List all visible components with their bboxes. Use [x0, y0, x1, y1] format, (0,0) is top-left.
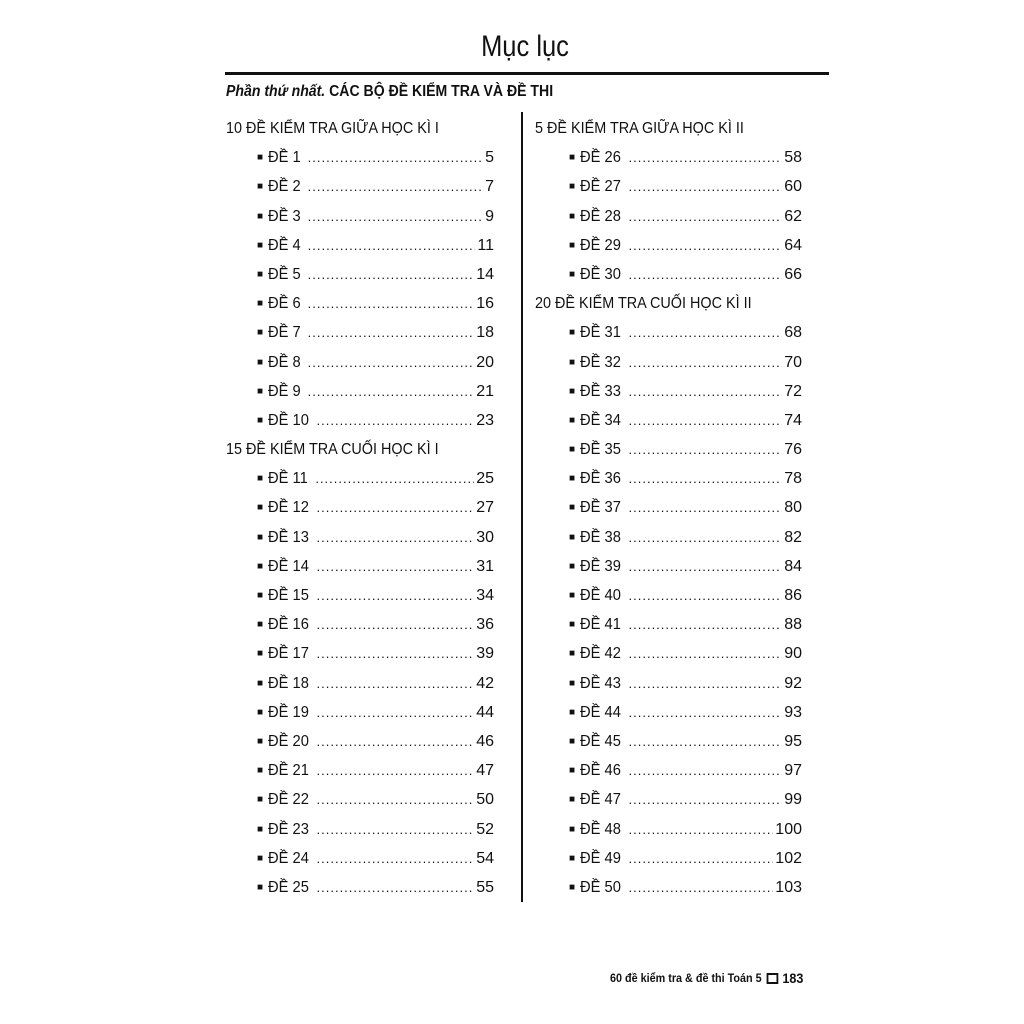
- column-divider: [521, 112, 523, 902]
- entry-label: ĐỀ 11: [268, 470, 308, 488]
- bullet-icon: ■: [569, 356, 576, 368]
- entry-label: ĐỀ 27: [580, 178, 621, 196]
- dot-leader: [629, 377, 783, 406]
- toc-entry[interactable]: [535, 785, 802, 814]
- entry-page: 42: [476, 674, 494, 692]
- dot-leader: [315, 464, 474, 493]
- entry-label: ĐỀ 33: [580, 382, 621, 400]
- entry-page: 103: [775, 878, 802, 896]
- dot-leader: [317, 581, 475, 610]
- bullet-icon: ■: [569, 823, 576, 835]
- book-icon: [766, 973, 778, 984]
- dot-leader: [317, 698, 475, 727]
- toc-entry[interactable]: [226, 698, 494, 727]
- toc-entry[interactable]: [226, 844, 494, 873]
- dot-leader: [629, 231, 783, 260]
- bullet-icon: ■: [257, 852, 264, 864]
- bullet-icon: ■: [569, 239, 576, 251]
- dot-leader: [308, 289, 475, 318]
- entry-page: 34: [476, 587, 494, 604]
- entry-label: ĐỀ 43: [580, 674, 621, 692]
- toc-entry[interactable]: [226, 639, 494, 668]
- dot-leader: [629, 406, 783, 435]
- entry-label: ĐỀ 10: [268, 411, 309, 429]
- toc-entry[interactable]: [226, 202, 494, 231]
- entry-label: ĐỀ 4: [268, 236, 301, 254]
- footer-book-title: 60 đề kiểm tra & đề thi Toán 5: [610, 971, 762, 985]
- entry-page: 5: [485, 149, 494, 167]
- toc-entry[interactable]: [535, 523, 802, 552]
- entry-page: 30: [476, 528, 494, 546]
- entry-page: 21: [476, 382, 494, 400]
- dot-leader: [629, 172, 783, 201]
- entry-label: ĐỀ 39: [580, 557, 621, 575]
- bullet-icon: ■: [569, 590, 576, 601]
- entry-page: 60: [784, 178, 802, 196]
- toc-entry[interactable]: [535, 318, 802, 347]
- toc-entry[interactable]: [535, 377, 802, 406]
- entry-label: ĐỀ 34: [580, 411, 621, 429]
- dot-leader: [629, 464, 783, 493]
- entry-label: ĐỀ 31: [580, 324, 621, 342]
- dot-leader: [629, 202, 783, 231]
- entry-label: ĐỀ 12: [268, 499, 309, 517]
- toc-entry[interactable]: [535, 698, 802, 727]
- entry-label: ĐỀ 48: [580, 820, 621, 838]
- bullet-icon: ■: [257, 385, 264, 397]
- bullet-icon: ■: [569, 444, 576, 456]
- bullet-icon: ■: [257, 881, 264, 893]
- bullet-icon: ■: [569, 268, 576, 280]
- toc-entry[interactable]: [535, 493, 802, 522]
- entry-label: ĐỀ 13: [268, 528, 309, 546]
- toc-entry[interactable]: [226, 493, 494, 522]
- bullet-icon: ■: [257, 327, 264, 339]
- toc-entry[interactable]: [535, 406, 802, 435]
- dot-leader: [317, 873, 475, 902]
- title-rule: [225, 72, 829, 75]
- dot-leader: [317, 523, 475, 552]
- toc-entry[interactable]: [535, 639, 802, 668]
- entry-page: 11: [477, 236, 494, 254]
- dot-leader: [308, 260, 475, 289]
- bullet-icon: ■: [569, 677, 576, 689]
- entry-label: ĐỀ 14: [268, 557, 309, 575]
- bullet-icon: ■: [257, 239, 264, 251]
- entry-page: 95: [784, 732, 802, 750]
- toc-entry[interactable]: [226, 464, 494, 493]
- entry-label: ĐỀ 5: [268, 265, 301, 283]
- entry-label: ĐỀ 23: [268, 820, 309, 838]
- entry-page: 66: [784, 265, 802, 283]
- toc-section-heading[interactable]: 15 ĐỀ KIỂM TRA CUỐI HỌC KÌ I: [226, 441, 439, 459]
- dot-leader: [308, 143, 483, 172]
- toc-entry[interactable]: [226, 172, 494, 201]
- entry-page: 80: [784, 499, 802, 517]
- toc-entry[interactable]: [226, 581, 494, 610]
- dot-leader: [317, 552, 475, 581]
- toc-entry[interactable]: [535, 844, 802, 873]
- dot-leader: [629, 610, 783, 639]
- bullet-icon: ■: [569, 852, 576, 864]
- entry-page: 23: [476, 411, 494, 429]
- entry-label: ĐỀ 32: [580, 353, 621, 371]
- entry-page: 25: [476, 470, 494, 488]
- entry-page: 76: [784, 441, 802, 459]
- entry-page: 84: [784, 557, 802, 575]
- entry-label: ĐỀ 38: [580, 528, 621, 546]
- dot-leader: [317, 785, 475, 814]
- entry-label: ĐỀ 26: [580, 149, 621, 167]
- bullet-icon: ■: [257, 268, 264, 280]
- toc-entry[interactable]: [226, 815, 494, 844]
- entry-label: ĐỀ 17: [268, 645, 309, 663]
- dot-leader: [629, 698, 783, 727]
- entry-label: ĐỀ 28: [580, 207, 621, 225]
- dot-leader: [317, 639, 475, 668]
- entry-label: ĐỀ 45: [580, 732, 621, 750]
- page-title: Mục lục: [481, 30, 569, 63]
- entry-label: ĐỀ 8: [268, 353, 301, 371]
- bullet-icon: ■: [569, 414, 576, 426]
- entry-page: 44: [476, 703, 494, 721]
- dot-leader: [629, 260, 783, 289]
- part-title: CÁC BỘ ĐỀ KIỂM TRA VÀ ĐỀ THI: [325, 83, 554, 100]
- entry-page: 39: [476, 645, 494, 663]
- entry-page: 18: [476, 324, 494, 342]
- toc-entry[interactable]: [535, 669, 802, 698]
- toc-entry[interactable]: [535, 260, 802, 289]
- bullet-icon: ■: [569, 181, 576, 193]
- bullet-icon: ■: [569, 794, 576, 806]
- toc-entry[interactable]: [226, 260, 494, 289]
- dot-leader: [317, 610, 475, 639]
- toc-entry[interactable]: [226, 143, 494, 172]
- toc-entry[interactable]: [226, 348, 494, 377]
- entry-label: ĐỀ 1: [268, 149, 301, 167]
- dot-leader: [629, 756, 783, 785]
- entry-label: ĐỀ 20: [268, 732, 309, 750]
- entry-page: 86: [784, 587, 802, 604]
- dot-leader: [629, 143, 783, 172]
- toc-entry[interactable]: [535, 143, 802, 172]
- entry-page: 47: [476, 762, 494, 780]
- entry-page: 100: [775, 820, 802, 838]
- entry-label: ĐỀ 22: [268, 791, 309, 809]
- bullet-icon: ■: [569, 531, 576, 543]
- part-label: Phần thứ nhất.: [226, 83, 326, 100]
- entry-label: ĐỀ 50: [580, 878, 621, 896]
- entry-page: 68: [784, 324, 802, 342]
- toc-entry[interactable]: [535, 552, 802, 581]
- toc-entry[interactable]: [535, 435, 802, 464]
- entry-page: 82: [784, 528, 802, 546]
- entry-page: 97: [784, 762, 802, 780]
- bullet-icon: ■: [569, 502, 576, 514]
- entry-page: 93: [784, 703, 802, 721]
- entry-page: 46: [476, 732, 494, 750]
- toc-entry[interactable]: [535, 348, 802, 377]
- entry-label: ĐỀ 46: [580, 762, 621, 780]
- dot-leader: [629, 318, 783, 347]
- entry-label: ĐỀ 47: [580, 791, 621, 809]
- entry-page: 27: [476, 499, 494, 517]
- bullet-icon: ■: [257, 560, 264, 572]
- toc-entry[interactable]: [226, 873, 494, 902]
- dot-leader: [629, 581, 783, 610]
- entry-page: 92: [784, 674, 802, 692]
- dot-leader: [629, 815, 774, 844]
- toc-entry[interactable]: [226, 231, 494, 260]
- dot-leader: [308, 318, 475, 347]
- dot-leader: [629, 785, 783, 814]
- toc-entry[interactable]: [535, 815, 802, 844]
- dot-leader: [308, 348, 475, 377]
- toc-entry[interactable]: [535, 756, 802, 785]
- bullet-icon: ■: [257, 152, 264, 164]
- dot-leader: [629, 523, 783, 552]
- toc-entry[interactable]: [535, 581, 802, 610]
- toc-entry[interactable]: [226, 669, 494, 698]
- toc-column-right: [535, 114, 802, 902]
- dot-leader: [629, 552, 783, 581]
- toc-entry[interactable]: [226, 377, 494, 406]
- bullet-icon: ■: [569, 560, 576, 572]
- entry-label: ĐỀ 21: [268, 762, 309, 780]
- dot-leader: [308, 377, 475, 406]
- toc-section-heading[interactable]: 5 ĐỀ KIỂM TRA GIỮA HỌC KÌ II: [535, 120, 744, 137]
- entry-page: 7: [485, 178, 494, 196]
- dot-leader: [629, 873, 774, 902]
- entry-label: ĐỀ 24: [268, 849, 309, 867]
- bullet-icon: ■: [569, 210, 576, 222]
- bullet-icon: ■: [257, 590, 264, 601]
- entry-label: ĐỀ 41: [580, 616, 621, 634]
- toc-entry[interactable]: [226, 552, 494, 581]
- bullet-icon: ■: [569, 648, 576, 660]
- bullet-icon: ■: [257, 794, 264, 806]
- part-heading: [226, 80, 553, 104]
- entry-label: ĐỀ 9: [268, 382, 301, 400]
- dot-leader: [317, 727, 475, 756]
- dot-leader: [308, 231, 476, 260]
- dot-leader: [629, 639, 783, 668]
- entry-label: ĐỀ 44: [580, 703, 621, 721]
- dot-leader: [317, 406, 475, 435]
- toc-entry[interactable]: [226, 785, 494, 814]
- toc-section-heading[interactable]: 20 ĐỀ KIỂM TRA CUỐI HỌC KÌ II: [535, 295, 752, 313]
- dot-leader: [317, 815, 475, 844]
- entry-label: ĐỀ 25: [268, 878, 309, 896]
- entry-page: 72: [784, 382, 802, 400]
- entry-page: 9: [485, 207, 494, 225]
- entry-page: 78: [784, 470, 802, 488]
- bullet-icon: ■: [569, 327, 576, 339]
- dot-leader: [317, 493, 475, 522]
- toc-entry[interactable]: [226, 289, 494, 318]
- bullet-icon: ■: [257, 619, 264, 631]
- toc-entry[interactable]: [535, 172, 802, 201]
- toc-entry[interactable]: [535, 202, 802, 231]
- entry-page: 54: [476, 849, 494, 867]
- dot-leader: [317, 844, 475, 873]
- bullet-icon: ■: [257, 502, 264, 514]
- bullet-icon: ■: [569, 473, 576, 485]
- bullet-icon: ■: [257, 735, 264, 747]
- dot-leader: [629, 435, 783, 464]
- bullet-icon: ■: [569, 765, 576, 777]
- entry-label: ĐỀ 6: [268, 295, 301, 313]
- bullet-icon: ■: [569, 706, 576, 718]
- entry-page: 90: [784, 645, 802, 663]
- dot-leader: [629, 348, 783, 377]
- entry-label: ĐỀ 35: [580, 441, 621, 459]
- entry-page: 14: [476, 265, 494, 283]
- bullet-icon: ■: [257, 531, 264, 543]
- entry-label: ĐỀ 29: [580, 236, 621, 254]
- toc-entry[interactable]: [535, 231, 802, 260]
- entry-page: 31: [476, 557, 494, 575]
- toc-entry[interactable]: [535, 464, 802, 493]
- entry-label: ĐỀ 30: [580, 265, 621, 283]
- page-number: 183: [782, 970, 804, 986]
- entry-page: 16: [476, 295, 494, 313]
- dot-leader: [629, 844, 774, 873]
- bullet-icon: ■: [257, 473, 264, 485]
- entry-label: ĐỀ 15: [268, 587, 309, 604]
- entry-label: ĐỀ 18: [268, 674, 309, 692]
- entry-page: 99: [784, 791, 802, 809]
- bullet-icon: ■: [257, 823, 264, 835]
- bullet-icon: ■: [257, 648, 264, 660]
- entry-page: 50: [476, 791, 494, 809]
- bullet-icon: ■: [257, 677, 264, 689]
- entry-page: 36: [476, 616, 494, 634]
- toc-entry[interactable]: [226, 756, 494, 785]
- bullet-icon: ■: [569, 152, 576, 164]
- toc-entry[interactable]: [535, 873, 802, 902]
- entry-page: 74: [784, 411, 802, 429]
- entry-label: ĐỀ 7: [268, 324, 301, 342]
- entry-label: ĐỀ 3: [268, 207, 301, 225]
- dot-leader: [308, 202, 483, 231]
- entry-label: ĐỀ 42: [580, 645, 621, 663]
- toc-section-heading[interactable]: 10 ĐỀ KIỂM TRA GIỮA HỌC KÌ I: [226, 120, 439, 137]
- entry-page: 20: [476, 353, 494, 371]
- entry-page: 64: [784, 236, 802, 254]
- bullet-icon: ■: [257, 181, 264, 193]
- dot-leader: [629, 493, 783, 522]
- toc-entry[interactable]: [226, 610, 494, 639]
- entry-label: ĐỀ 36: [580, 470, 621, 488]
- bullet-icon: ■: [257, 414, 264, 426]
- bullet-icon: ■: [569, 619, 576, 631]
- toc-entry[interactable]: [535, 727, 802, 756]
- bullet-icon: ■: [257, 765, 264, 777]
- page-footer: [610, 970, 803, 986]
- toc-entry[interactable]: [226, 727, 494, 756]
- toc-entry[interactable]: [226, 523, 494, 552]
- toc-entry[interactable]: [535, 610, 802, 639]
- entry-page: 52: [476, 820, 494, 838]
- entry-label: ĐỀ 37: [580, 499, 621, 517]
- dot-leader: [629, 727, 783, 756]
- bullet-icon: ■: [569, 881, 576, 893]
- entry-page: 102: [775, 849, 802, 867]
- entry-label: ĐỀ 16: [268, 616, 309, 634]
- entry-label: ĐỀ 49: [580, 849, 621, 867]
- toc-column-left: [226, 114, 494, 902]
- bullet-icon: ■: [257, 298, 264, 310]
- entry-page: 58: [784, 149, 802, 167]
- entry-page: 62: [784, 207, 802, 225]
- entry-page: 70: [784, 353, 802, 371]
- entry-label: ĐỀ 40: [580, 587, 621, 604]
- toc-entry[interactable]: [226, 318, 494, 347]
- toc-entry[interactable]: [226, 406, 494, 435]
- entry-label: ĐỀ 19: [268, 703, 309, 721]
- bullet-icon: ■: [569, 385, 576, 397]
- bullet-icon: ■: [569, 735, 576, 747]
- entry-page: 88: [784, 616, 802, 634]
- bullet-icon: ■: [257, 706, 264, 718]
- dot-leader: [317, 669, 475, 698]
- dot-leader: [629, 669, 783, 698]
- entry-page: 55: [476, 878, 494, 896]
- bullet-icon: ■: [257, 356, 264, 368]
- entry-label: ĐỀ 2: [268, 178, 301, 196]
- dot-leader: [308, 172, 483, 201]
- dot-leader: [317, 756, 475, 785]
- bullet-icon: ■: [257, 210, 264, 222]
